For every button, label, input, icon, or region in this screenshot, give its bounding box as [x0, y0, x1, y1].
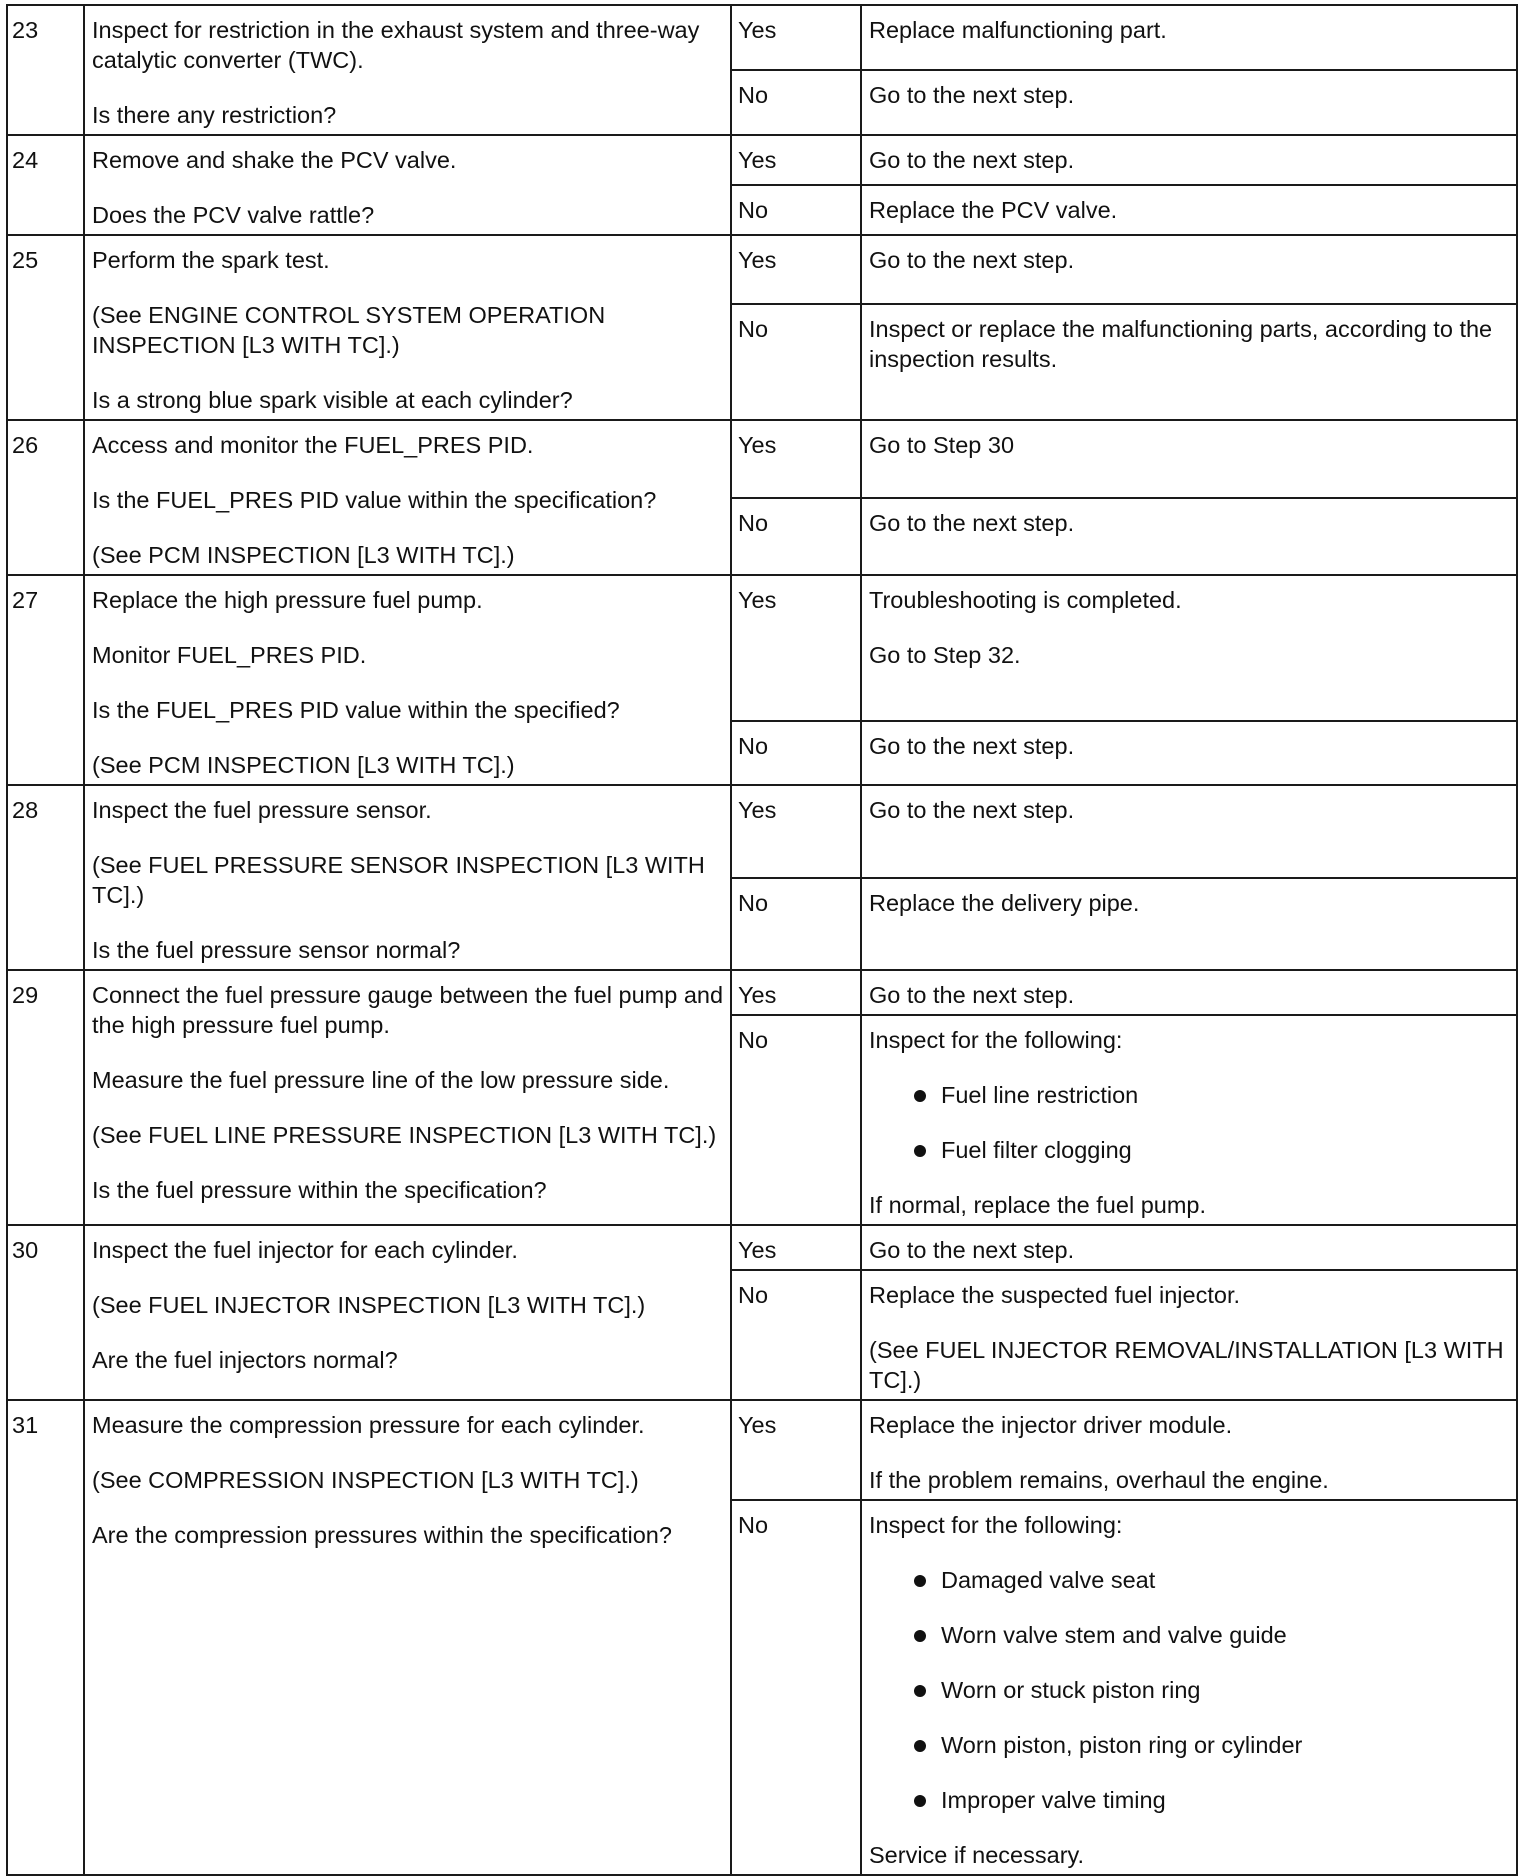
result-text: Troubleshooting is completed.	[869, 587, 1182, 613]
step-action	[84, 785, 731, 970]
action-text: Remove and shake the PCV valve.	[92, 147, 457, 173]
no-label: No	[731, 1500, 861, 1875]
no-result	[861, 1270, 1517, 1400]
no-label: No	[731, 1270, 861, 1400]
inspection-list	[869, 1080, 1510, 1165]
table-row	[7, 785, 1517, 878]
action-text: Inspect for restriction in the exhaust system and three-way catalytic converter (TWC).	[92, 17, 700, 73]
action-text: (See ENGINE CONTROL SYSTEM OPERATION INSPECTION [L3 WITH TC].)	[92, 302, 606, 358]
table-row	[7, 135, 1517, 185]
action-text: Inspect the fuel pressure sensor.	[92, 797, 432, 823]
diagnostic-table	[6, 4, 1518, 1876]
yes-label: Yes	[731, 1225, 861, 1270]
yes-result	[861, 970, 1517, 1015]
result-text: Go to Step 32.	[869, 642, 1021, 668]
yes-label: Yes	[731, 235, 861, 304]
result-text: Service if necessary.	[869, 1842, 1085, 1868]
result-text: Inspect or replace the malfunctioning parts, according to the inspection results.	[869, 315, 1493, 372]
result-text: Go to the next step.	[869, 982, 1075, 1008]
action-text: (See COMPRESSION INSPECTION [L3 WITH TC].)	[92, 1467, 639, 1493]
step-action	[84, 970, 731, 1225]
step-number: 24	[7, 135, 84, 235]
list-item: Worn valve stem and valve guide	[911, 1620, 1510, 1650]
yes-result	[861, 135, 1517, 185]
no-result	[861, 721, 1517, 785]
yes-result	[861, 235, 1517, 304]
no-result	[861, 70, 1517, 135]
action-text: Perform the spark test.	[92, 247, 330, 273]
list-item: Worn or stuck piston ring	[911, 1675, 1510, 1705]
action-text: Is a strong blue spark visible at each cylinder?	[92, 387, 573, 413]
result-text: Go to the next step.	[869, 1237, 1075, 1263]
no-result	[861, 498, 1517, 576]
step-action	[84, 235, 731, 420]
step-number: 28	[7, 785, 84, 970]
step-action	[84, 1225, 731, 1400]
action-text: Does the PCV valve rattle?	[92, 202, 375, 228]
no-result	[861, 878, 1517, 970]
no-result	[861, 1015, 1517, 1225]
result-text: Replace the injector driver module.	[869, 1412, 1233, 1438]
result-text: Go to the next step.	[869, 247, 1075, 273]
result-text: If normal, replace the fuel pump.	[869, 1192, 1207, 1218]
result-text: (See FUEL INJECTOR REMOVAL/INSTALLATION [L3 WITH TC].)	[869, 1337, 1504, 1393]
action-text: Monitor FUEL_PRES PID.	[92, 642, 367, 668]
result-text: Go to the next step.	[869, 509, 1075, 536]
yes-result	[861, 575, 1517, 721]
action-text: Is the fuel pressure within the specification?	[92, 1177, 547, 1203]
action-text: (See PCM INSPECTION [L3 WITH TC].)	[92, 542, 515, 568]
action-text: Replace the high pressure fuel pump.	[92, 587, 483, 613]
result-text: Replace the PCV valve.	[869, 197, 1118, 223]
no-label: No	[731, 185, 861, 235]
yes-result	[861, 785, 1517, 878]
yes-label: Yes	[731, 785, 861, 878]
step-number: 27	[7, 575, 84, 785]
step-action	[84, 575, 731, 785]
table-row	[7, 235, 1517, 304]
step-action	[84, 135, 731, 235]
table-row	[7, 575, 1517, 721]
no-label: No	[731, 70, 861, 135]
step-action	[84, 420, 731, 575]
action-text: Is there any restriction?	[92, 102, 337, 128]
diagnostic-table-body	[7, 5, 1517, 1875]
yes-result	[861, 1400, 1517, 1500]
table-row	[7, 420, 1517, 498]
table-row	[7, 970, 1517, 1015]
step-number: 31	[7, 1400, 84, 1875]
no-label: No	[731, 1015, 861, 1225]
action-text: Is the fuel pressure sensor normal?	[92, 937, 461, 963]
yes-label: Yes	[731, 5, 861, 70]
table-row	[7, 1400, 1517, 1500]
action-text: Is the FUEL_PRES PID value within the specification?	[92, 487, 657, 513]
yes-result	[861, 5, 1517, 70]
step-number: 23	[7, 5, 84, 135]
step-number: 29	[7, 970, 84, 1225]
no-label: No	[731, 304, 861, 420]
yes-label: Yes	[731, 970, 861, 1015]
list-item: Fuel filter clogging	[911, 1135, 1510, 1165]
yes-result	[861, 1225, 1517, 1270]
action-text: (See FUEL PRESSURE SENSOR INSPECTION [L3 WITH TC].)	[92, 852, 705, 908]
list-item: Damaged valve seat	[911, 1565, 1510, 1595]
no-result	[861, 185, 1517, 235]
result-text: Go to Step 30	[869, 432, 1015, 458]
action-text: Measure the fuel pressure line of the low pressure side.	[92, 1067, 670, 1093]
yes-label: Yes	[731, 420, 861, 498]
action-text: Are the compression pressures within the specification?	[92, 1522, 672, 1548]
yes-label: Yes	[731, 575, 861, 721]
step-action	[84, 5, 731, 135]
table-row	[7, 5, 1517, 70]
step-number: 26	[7, 420, 84, 575]
result-text: Inspect for the following:	[869, 1027, 1123, 1053]
result-text: Go to the next step.	[869, 797, 1075, 823]
no-label: No	[731, 721, 861, 785]
step-action	[84, 1400, 731, 1875]
action-text: (See FUEL LINE PRESSURE INSPECTION [L3 WITH TC].)	[92, 1122, 717, 1148]
result-text: Go to the next step.	[869, 82, 1075, 108]
table-row	[7, 1225, 1517, 1270]
action-text: Is the FUEL_PRES PID value within the specified?	[92, 697, 620, 723]
no-label: No	[731, 878, 861, 970]
yes-label: Yes	[731, 1400, 861, 1500]
no-result	[861, 304, 1517, 420]
result-text: If the problem remains, overhaul the engine.	[869, 1467, 1329, 1493]
yes-result	[861, 420, 1517, 498]
yes-label: Yes	[731, 135, 861, 185]
no-label: No	[731, 498, 861, 576]
result-text: Go to the next step.	[869, 147, 1075, 173]
action-text: (See PCM INSPECTION [L3 WITH TC].)	[92, 752, 515, 778]
action-text: Connect the fuel pressure gauge between the fuel pump and the high pressure fuel pump.	[92, 982, 724, 1038]
action-text: Inspect the fuel injector for each cylinder.	[92, 1237, 518, 1263]
result-text: Replace the suspected fuel injector.	[869, 1282, 1241, 1308]
step-number: 30	[7, 1225, 84, 1400]
action-text: Are the fuel injectors normal?	[92, 1347, 398, 1373]
action-text: Access and monitor the FUEL_PRES PID.	[92, 432, 534, 458]
action-text: Measure the compression pressure for each cylinder.	[92, 1412, 645, 1438]
result-text: Replace malfunctioning part.	[869, 17, 1167, 43]
no-result	[861, 1500, 1517, 1875]
list-item: Improper valve timing	[911, 1785, 1510, 1815]
action-text: (See FUEL INJECTOR INSPECTION [L3 WITH TC].)	[92, 1292, 646, 1318]
result-text: Inspect for the following:	[869, 1512, 1123, 1538]
list-item: Worn piston, piston ring or cylinder	[911, 1730, 1510, 1760]
inspection-list	[869, 1565, 1510, 1815]
step-number: 25	[7, 235, 84, 420]
result-text: Replace the delivery pipe.	[869, 890, 1140, 917]
result-text: Go to the next step.	[869, 733, 1075, 760]
list-item: Fuel line restriction	[911, 1080, 1510, 1110]
